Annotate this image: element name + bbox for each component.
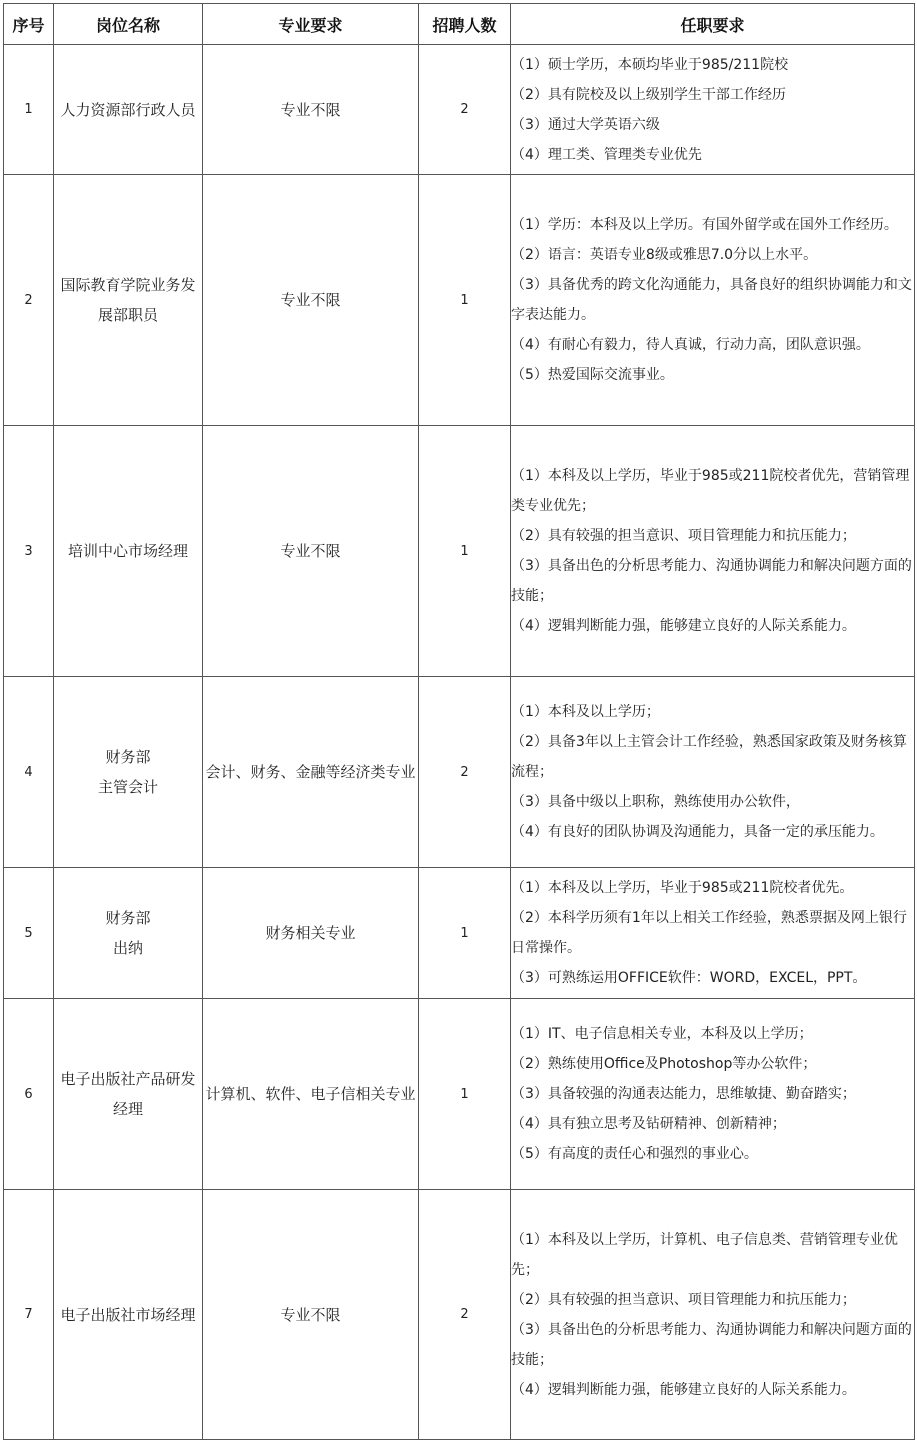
requirement-item: （1）硕士学历，本硕均毕业于985/211院校: [511, 56, 789, 73]
requirement-item: （1）本科及以上学历，毕业于985或211院校者优先。: [511, 880, 854, 896]
requirement-item: （5）热爱国际交流事业。: [511, 367, 674, 383]
requirement-item: （1）本科及以上学历，毕业于985或211院校者优先，营销管理类专业优先；: [511, 468, 910, 514]
requirements-cell: [511, 175, 915, 426]
row-number: 2: [4, 175, 54, 426]
position-department: 财务部: [105, 909, 151, 927]
major-requirement: 计算机、软件、电子信相关专业: [203, 999, 419, 1190]
hiring-count: 1: [419, 999, 511, 1190]
requirements-cell: [511, 868, 915, 999]
hiring-count: 1: [419, 426, 511, 677]
requirement-item: （3）具备中级以上职称，熟练使用办公软件，: [511, 794, 800, 810]
requirement-item: （2）本科学历须有1年以上相关工作经验，熟悉票据及网上银行日常操作。: [511, 910, 907, 956]
row-number: 3: [4, 426, 54, 677]
requirement-item: （2）具有较强的担当意识、项目管理能力和抗压能力；: [511, 1291, 856, 1308]
requirements-cell: [511, 1190, 915, 1440]
requirement-item: （3）具备出色的分析思考能力、沟通协调能力和解决问题方面的技能；: [511, 558, 912, 604]
position-role: 出纳: [112, 939, 143, 957]
major-requirement: 财务相关专业: [203, 868, 419, 999]
requirement-item: （5）有高度的责任心和强烈的事业心。: [511, 1146, 758, 1162]
major-requirement: 专业不限: [203, 1190, 419, 1440]
header-major: 专业要求: [203, 4, 419, 45]
table-row: [4, 426, 915, 677]
requirement-item: （3）具备较强的沟通表达能力，思维敏捷、勤奋踏实；: [511, 1086, 856, 1102]
requirement-item: （2）具有较强的担当意识、项目管理能力和抗压能力；: [511, 528, 856, 544]
position-role: 主管会计: [97, 778, 158, 796]
requirements-cell: [511, 45, 915, 175]
row-number: 7: [4, 1190, 54, 1440]
requirement-item: （4）理工类、管理类专业优先: [511, 146, 702, 163]
table-row: [4, 45, 915, 175]
row-number: 5: [4, 868, 54, 999]
position-title: 电子出版社产品研发经理: [54, 999, 203, 1190]
requirement-item: （2）具备3年以上主管会计工作经验，熟悉国家政策及财务核算流程；: [511, 734, 907, 780]
position-title: 国际教育学院业务发展部职员: [54, 175, 203, 426]
requirement-item: （3）具备出色的分析思考能力、沟通协调能力和解决问题方面的技能；: [511, 1321, 912, 1368]
requirement-item: （4）逻辑判断能力强，能够建立良好的人际关系能力。: [511, 618, 856, 634]
row-number: 6: [4, 999, 54, 1190]
position-title: 电子出版社市场经理: [54, 1190, 203, 1440]
major-requirement: 专业不限: [203, 175, 419, 426]
requirement-item: （1）学历：本科及以上学历。有国外留学或在国外工作经历。: [511, 217, 898, 233]
header-row: [4, 4, 915, 45]
hiring-count: 1: [419, 175, 511, 426]
requirement-item: （4）有良好的团队协调及沟通能力，具备一定的承压能力。: [511, 824, 884, 840]
requirement-item: （1）本科及以上学历，计算机、电子信息类、营销管理专业优先；: [511, 1231, 898, 1278]
requirements-cell: [511, 999, 915, 1190]
table-row: [4, 175, 915, 426]
requirement-item: （4）有耐心有毅力，待人真诚，行动力高，团队意识强。: [511, 337, 870, 353]
major-requirement: 专业不限: [203, 426, 419, 677]
position-title: 人力资源部行政人员: [54, 45, 203, 175]
position-title: 培训中心市场经理: [54, 426, 203, 677]
requirements-cell: [511, 677, 915, 868]
hiring-count: 2: [419, 1190, 511, 1440]
hiring-count: 2: [419, 677, 511, 868]
requirement-item: （1）本科及以上学历；: [511, 704, 660, 720]
requirement-item: （2）具有院校及以上级别学生干部工作经历: [511, 86, 786, 103]
header-count: 招聘人数: [419, 4, 511, 45]
position-title: [54, 868, 203, 999]
table-row: [4, 868, 915, 999]
header-no: 序号: [4, 4, 54, 45]
position-department: 财务部: [105, 748, 151, 766]
requirement-item: （4）逻辑判断能力强，能够建立良好的人际关系能力。: [511, 1381, 856, 1398]
row-number: 4: [4, 677, 54, 868]
recruitment-table: [3, 3, 915, 1440]
hiring-count: 1: [419, 868, 511, 999]
table-row: [4, 1190, 915, 1440]
hiring-count: 2: [419, 45, 511, 175]
requirement-item: （3）可熟练运用OFFICE软件：WORD，EXCEL，PPT。: [511, 970, 867, 986]
major-requirement: 会计、财务、金融等经济类专业: [203, 677, 419, 868]
position-title: [54, 677, 203, 868]
requirement-item: （4）具有独立思考及钻研精神、创新精神；: [511, 1116, 786, 1132]
header-requirements: 任职要求: [511, 4, 915, 45]
row-number: 1: [4, 45, 54, 175]
requirement-item: （3）通过大学英语六级: [511, 116, 660, 133]
requirement-item: （2）语言：英语专业8级或雅思7.0分以上水平。: [511, 247, 818, 263]
requirements-cell: [511, 426, 915, 677]
requirement-item: （3）具备优秀的跨文化沟通能力，具备良好的组织协调能力和文字表达能力。: [511, 277, 912, 323]
header-title: 岗位名称: [54, 4, 203, 45]
table-row: [4, 999, 915, 1190]
requirement-item: （2）熟练使用Office及Photoshop等办公软件；: [511, 1056, 817, 1072]
table-row: [4, 677, 915, 868]
requirement-item: （1）IT、电子信息相关专业，本科及以上学历；: [511, 1026, 813, 1042]
major-requirement: 专业不限: [203, 45, 419, 175]
